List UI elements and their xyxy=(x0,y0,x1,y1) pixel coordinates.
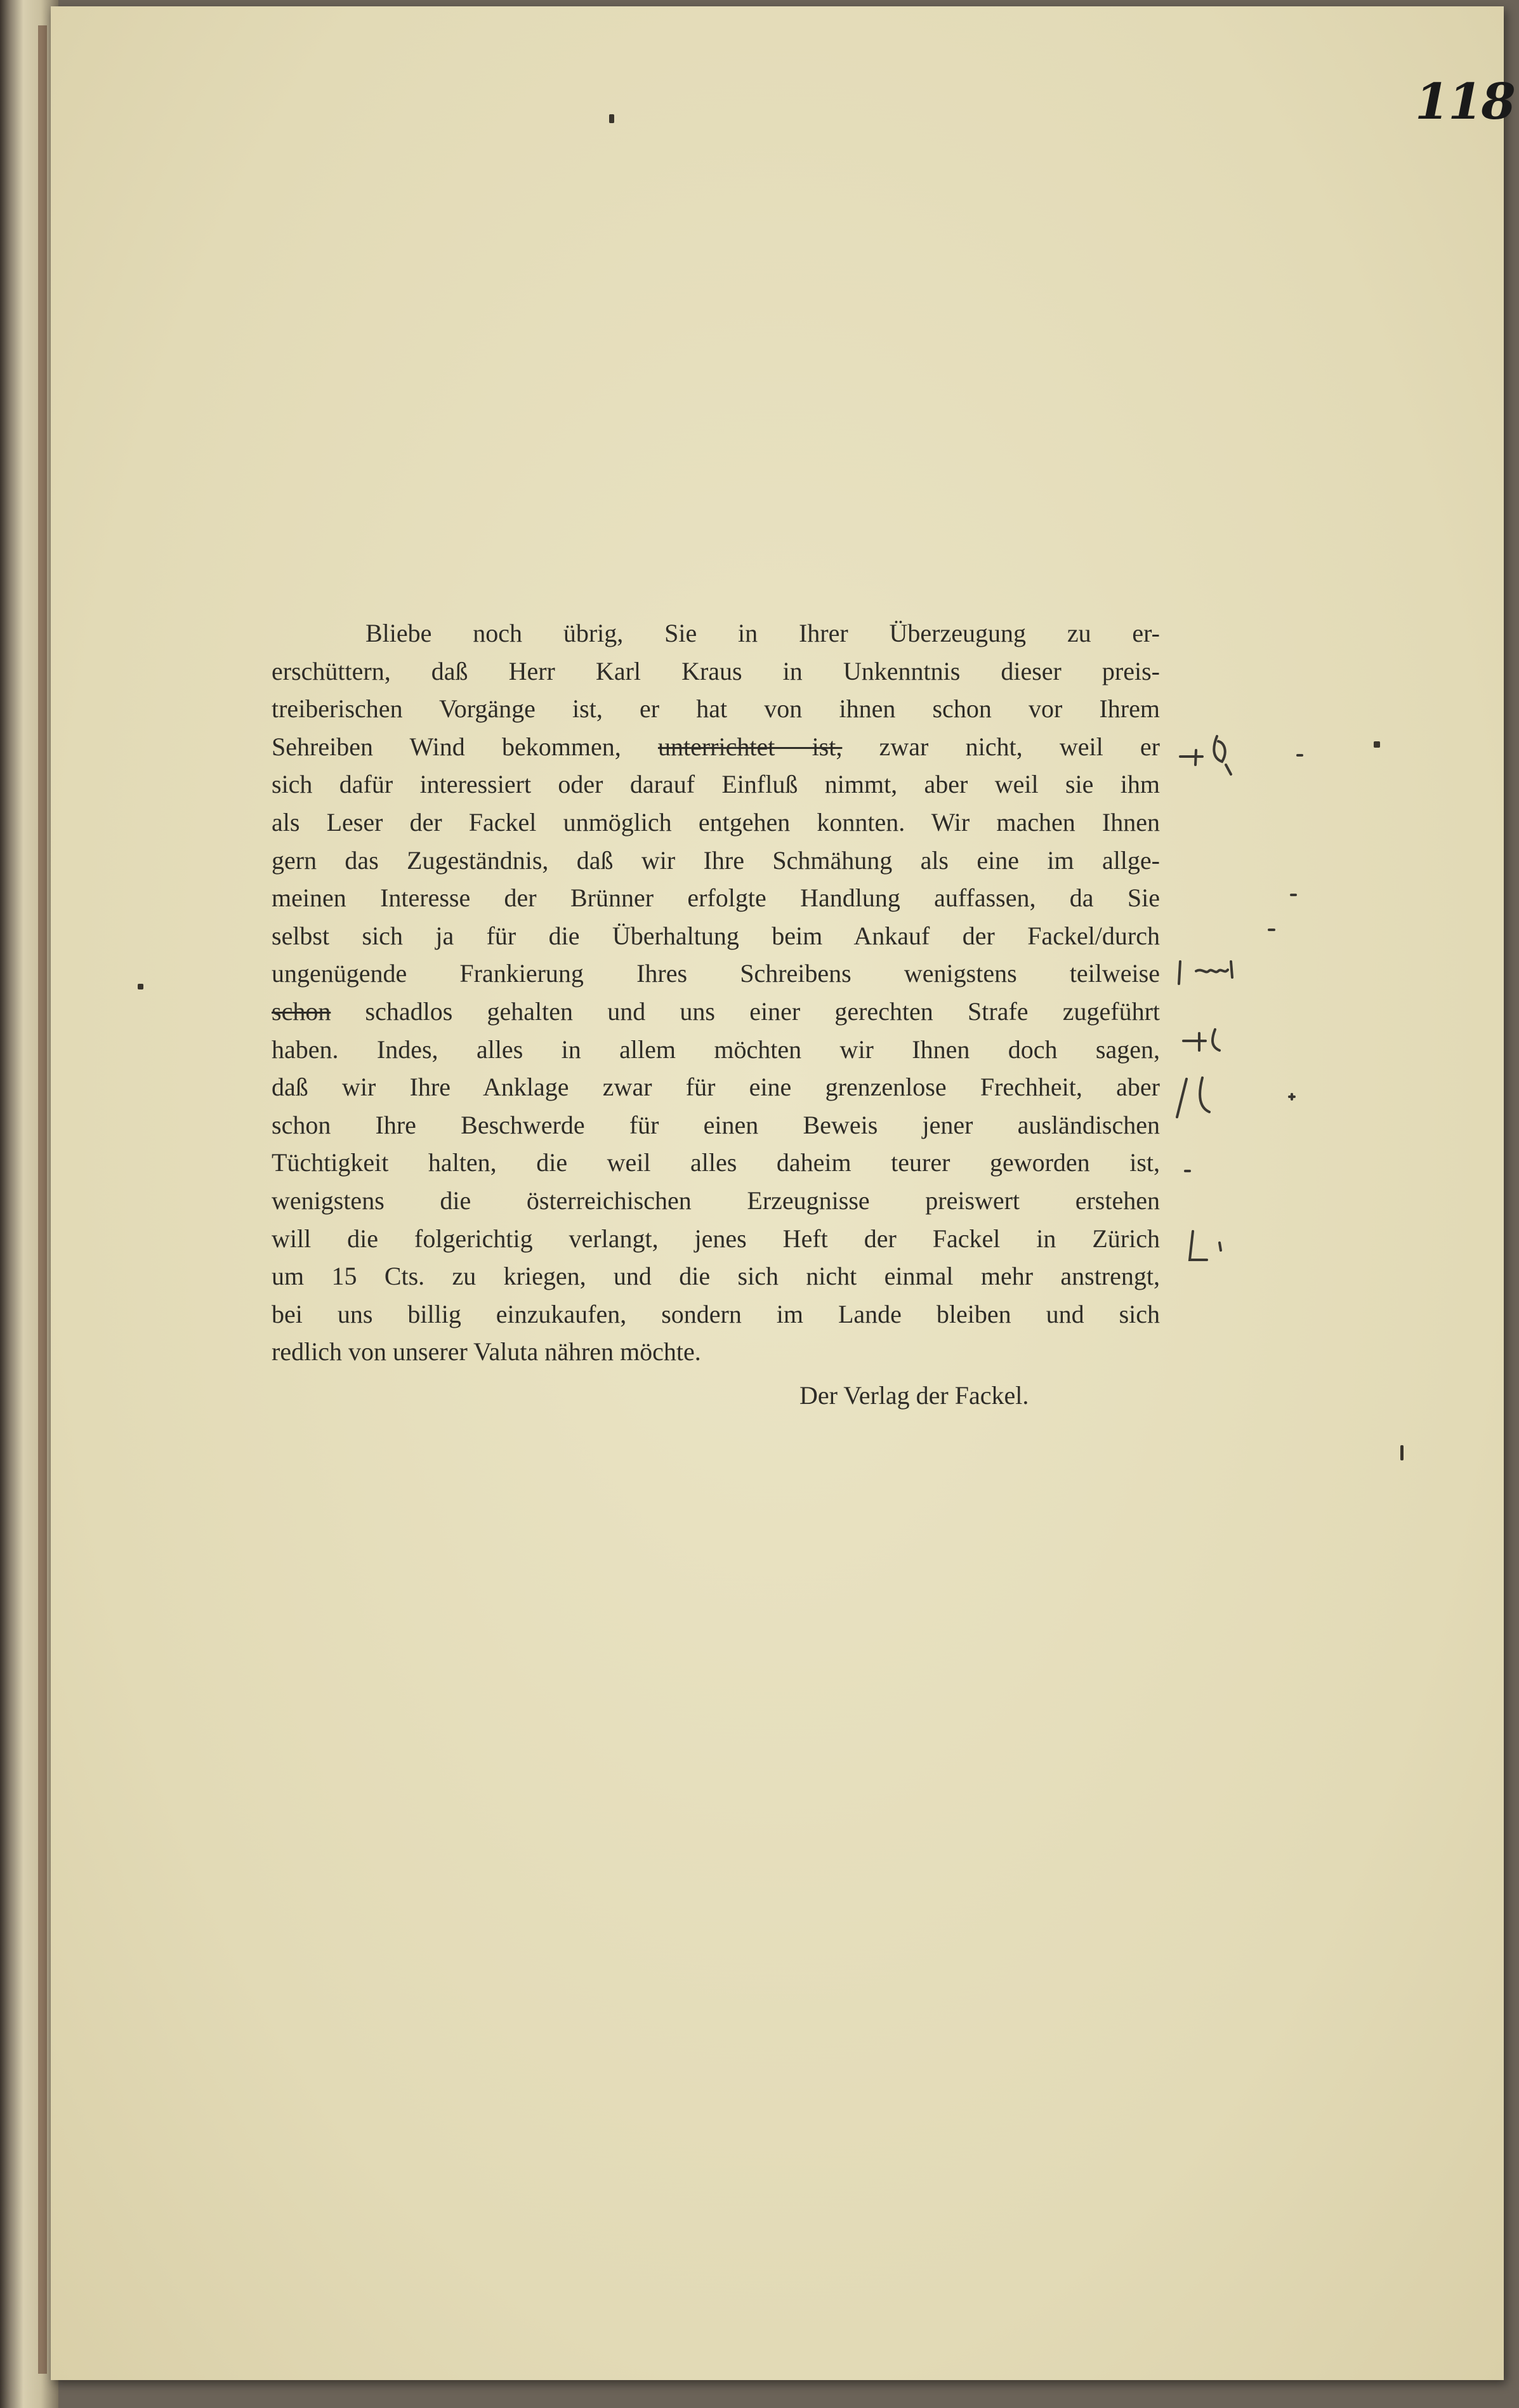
text-fragment: schadlos gehalten und uns einer gerechten Strafe zugeführt xyxy=(365,996,1160,1026)
page-number: 118 xyxy=(1415,73,1515,131)
text-line: schon Ihre Beschwerde für einen Beweis jener ausländischen xyxy=(272,1110,1160,1139)
signature-line: Der Verlag der Fackel. xyxy=(799,1381,1029,1410)
text-line: ungenügende Frankierung Ihres Schreibens wenigstens teilweise xyxy=(272,959,1160,988)
body-text xyxy=(272,614,1160,1371)
text-line: haben. Indes, alles in allem möchten wir Ihnen doch sagen, xyxy=(272,1035,1160,1064)
text-line: daß wir Ihre Anklage zwar für eine grenzenlose Frechheit, aber xyxy=(272,1073,1160,1102)
proofreading-marks-icon xyxy=(1167,641,1358,1403)
text-line: wenigstens die österreichischen Erzeugnisse preiswert erstehen xyxy=(272,1186,1160,1215)
text-line: bei uns billig einzukaufen, sondern im Lande bleiben und sich xyxy=(272,1299,1160,1328)
binding-edge xyxy=(38,25,47,2374)
text-line: erschüttern, daß Herr Karl Kraus in Unkenntnis dieser preis- xyxy=(272,656,1160,685)
text-line: will die folgerichtig verlangt, jenes Heft der Fackel in Zürich xyxy=(272,1224,1160,1253)
text-line: meinen Interesse der Brünner erfolgte Handlung auffassen, da Sie xyxy=(272,883,1160,913)
stray-mark xyxy=(1374,741,1380,748)
text-line: selbst sich ja für die Überhaltung beim Ankauf der Fackel/durch xyxy=(272,921,1160,950)
handwritten-margin-marks xyxy=(1167,641,1358,1403)
struck-text: schon xyxy=(272,996,331,1026)
text-line: gern das Zugeständnis, daß wir Ihre Schmähung als eine im allge- xyxy=(272,845,1160,875)
text-line: Tüchtigkeit halten, die weil alles daheim teurer geworden ist, xyxy=(272,1148,1160,1177)
stray-mark xyxy=(138,984,143,989)
text-line: Bliebe noch übrig, Sie in Ihrer Überzeugung zu er- xyxy=(365,619,1160,647)
struck-text: unterrichtet ist, xyxy=(657,732,843,761)
text-line xyxy=(272,728,1160,766)
text-line: treiberischen Vorgänge ist, er hat von ihnen schon vor Ihrem xyxy=(272,694,1160,724)
text-line: sich dafür interessiert oder darauf Einfluß nimmt, aber weil sie ihm xyxy=(272,770,1160,799)
text-line xyxy=(272,993,1160,1031)
text-line: um 15 Cts. zu kriegen, und die sich nicht einmal mehr anstrengt, xyxy=(272,1262,1160,1291)
text-line: als Leser der Fackel unmöglich entgehen konnten. Wir machen Ihnen xyxy=(272,807,1160,837)
document-page xyxy=(51,6,1515,2380)
text-line: redlich von unserer Valuta nähren möchte. xyxy=(272,1337,701,1366)
text-fragment: zwar nicht, weil er xyxy=(879,732,1160,761)
text-fragment: Sehreiben Wind bekommen, xyxy=(272,732,621,761)
stray-mark xyxy=(1400,1445,1404,1460)
stray-mark xyxy=(609,114,614,123)
book-binding xyxy=(0,0,58,2408)
